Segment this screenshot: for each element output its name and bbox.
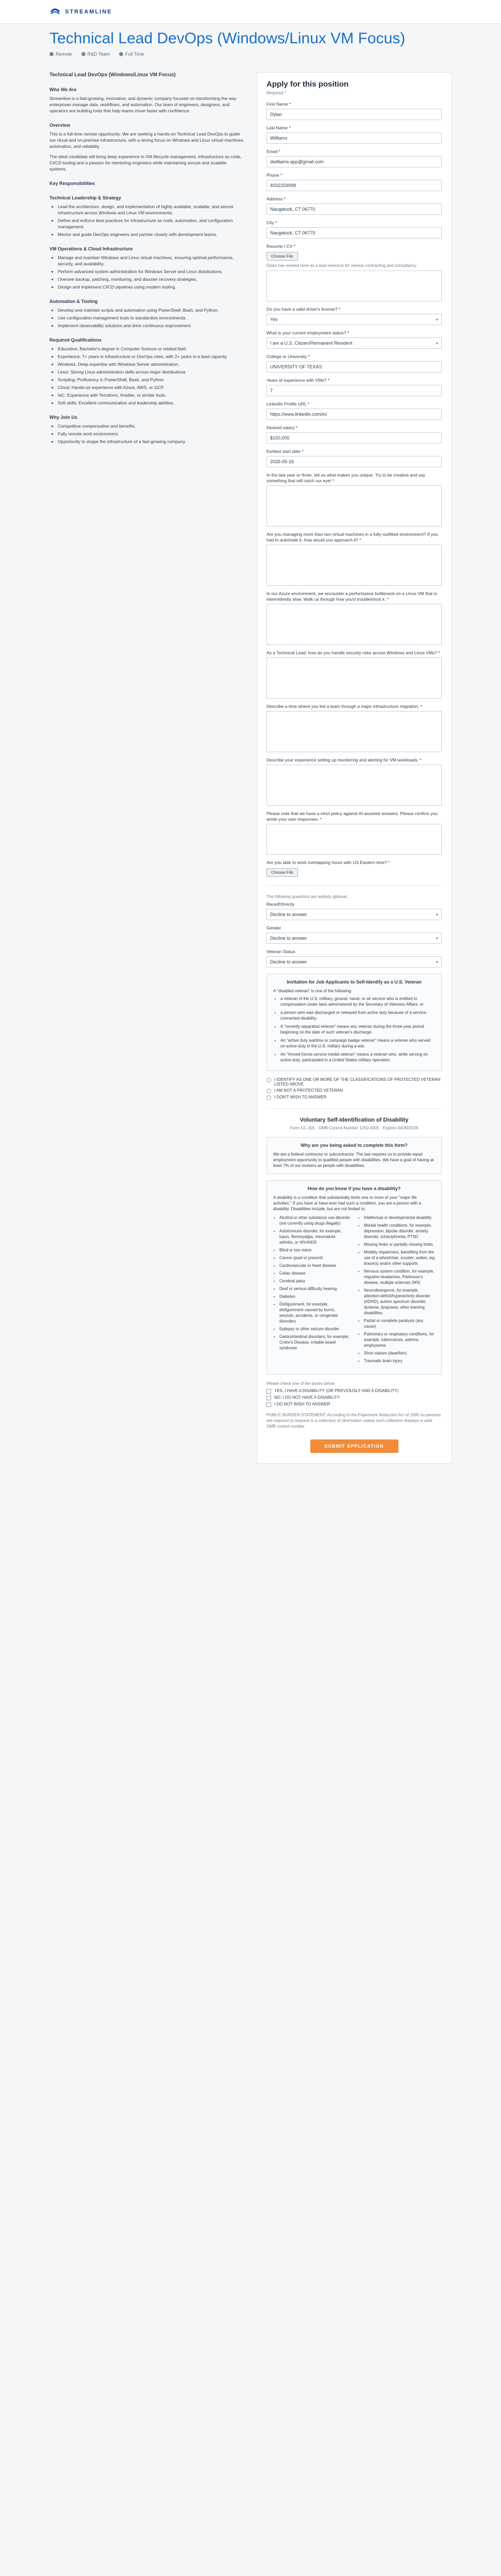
question-2 [266, 532, 442, 586]
question-4-textarea[interactable] [266, 657, 442, 699]
logo-text: STREAMLINE [65, 8, 112, 15]
disability-options [266, 1388, 442, 1407]
employment-field [266, 330, 442, 349]
list-item: • IaC: Experience with Terraform, Ansible, or similar tools. [58, 392, 244, 398]
overview-heading: Overview [49, 123, 71, 128]
employment-select[interactable] [266, 337, 442, 349]
list-item: • Soft skills: Excellent communication and leadership abilities. [58, 400, 244, 406]
question-5-label: Describe a time where you led a team through a major infrastructure migration. * [266, 704, 422, 709]
veteran-select[interactable] [266, 956, 442, 968]
question-4 [266, 650, 442, 699]
start-date-field [266, 449, 442, 467]
gender-field [266, 925, 442, 944]
linkedin-field [266, 401, 442, 420]
experience-label: Years of experience with VMs? * [266, 378, 330, 383]
veteran-option[interactable] [266, 1088, 442, 1093]
first-name-field [266, 101, 442, 120]
title-band [0, 24, 501, 62]
job-location-text: Remote [56, 52, 72, 57]
why-heading: Why Join Us [49, 415, 78, 420]
chevron-down-icon: ▾ [436, 317, 438, 322]
list-item: • Cerebral palsy [279, 1278, 350, 1284]
list-item: • Design and implement CI/CD pipelines using modern tooling. [58, 284, 244, 290]
phone-input[interactable] [266, 180, 442, 191]
logo[interactable] [49, 6, 112, 18]
streamline-logo-icon [49, 6, 61, 18]
question-7-textarea[interactable] [266, 824, 442, 855]
submit-application-button[interactable]: SUBMIT APPLICATION [310, 1439, 398, 1453]
start-date-label: Earliest start date * [266, 449, 304, 454]
list-item: • Blind or low vision [279, 1247, 350, 1253]
disability-list-col-2 [358, 1215, 435, 1366]
resume-textarea[interactable] [266, 270, 442, 301]
requirements-heading: Required Qualifications [49, 337, 102, 343]
disability-list [273, 1215, 435, 1366]
list-item: • Mobility impairment, benefiting from the use of a wheelchair, scooter, walker, leg brace(s) and/or other supports [364, 1249, 435, 1266]
list-item: • a veteran of the U.S. military, ground, naval, or air service who is entitled to compensation under laws administered by the Secretary of Veterans Affairs; or [280, 996, 435, 1007]
vm-heading: VM Operations & Cloud Infrastructure [49, 246, 133, 251]
salary-label: Desired salary * [266, 425, 297, 430]
lead-heading: Technical Leadership & Strategy [49, 195, 121, 200]
license-select[interactable] [266, 314, 442, 325]
disability-list-col-1 [273, 1215, 350, 1366]
list-item: • Gastrointestinal disorders, for example, Crohn's Disease, irritable bowel syndrome [279, 1334, 350, 1351]
list-item: • Diabetes [279, 1294, 350, 1299]
why-box-title: Why are you being asked to complete this form? [300, 1143, 408, 1148]
question-3-textarea[interactable] [266, 604, 442, 645]
question-5 [266, 704, 442, 752]
college-input[interactable] [266, 361, 442, 372]
veteran-label: Veteran Status [266, 949, 295, 954]
checkbox[interactable] [266, 1402, 271, 1407]
list-item: • Partial or complete paralysis (any cause) [364, 1318, 435, 1329]
disability-option[interactable] [266, 1388, 442, 1394]
list-item: • Deaf or serious difficulty hearing [279, 1286, 350, 1292]
salary-input[interactable] [266, 432, 442, 444]
list-item: • Cancer (past or present) [279, 1255, 350, 1261]
list-item: • Missing limbs or partially missing limbs [364, 1242, 435, 1247]
disability-option-label: YES, I HAVE A DISABILITY (OR PREVIOUSLY HAD A DISABILITY) [274, 1388, 399, 1393]
automation-heading: Automation & Tooling [49, 299, 98, 304]
address-input[interactable] [266, 204, 442, 215]
list-item: • Intellectual or developmental disability [364, 1215, 435, 1221]
how-box-text: A disability is a condition that substantially limits one or more of your "major life activities." If you have or have ever had such a condition, you are a person with a disability. Disabilities include, but are not limited to: [273, 1195, 422, 1211]
email-field [266, 149, 442, 167]
checkbox[interactable] [266, 1396, 271, 1400]
disability-option-label: I DO NOT WISH TO ANSWER [274, 1402, 330, 1406]
radio-button[interactable] [266, 1089, 271, 1093]
question-1 [266, 472, 442, 527]
vm-list [49, 255, 244, 290]
job-department [81, 52, 110, 57]
chevron-down-icon: ▾ [436, 341, 438, 346]
question-1-label: In the last year or three, tell us what makes you unique. Try to be creative and say something that will catch our eye! * [266, 472, 426, 483]
list-item: • Neurodivergence, for example, attention-deficit/hyperactivity disorder (ADHD), autism spectrum disorder, dyslexia, dyspraxia, other learning disabilities [364, 1287, 435, 1316]
city-label: City * [266, 220, 277, 225]
veteran-self-id-title: Invitation for Job Applicants to Self-Identify as a U.S. Veteran [287, 979, 422, 985]
veteran-self-id-box [266, 974, 442, 1071]
application-form [257, 72, 452, 1464]
submit-wrap [266, 1439, 442, 1453]
question-2-label: Are you managing more than two virtual machines in a fully-outfitted environment? If you had to automate it, how would you approach it? * [266, 532, 438, 543]
requirements-list [49, 346, 244, 406]
header [0, 0, 501, 24]
why-list [49, 423, 244, 445]
list-item: • Education: Bachelor's degree in Computer Science or related field. [58, 346, 244, 352]
veteran-field [266, 949, 442, 968]
list-item: • Manage and maintain Windows and Linux virtual machines, ensuring optimal performance, security, and availability. [58, 255, 244, 267]
question-2-textarea[interactable] [266, 545, 442, 586]
phone-label: Phone * [266, 173, 282, 178]
veteran-option[interactable] [266, 1095, 442, 1100]
veteran-option[interactable] [266, 1077, 442, 1087]
chevron-down-icon: ▾ [436, 959, 438, 964]
first-name-input[interactable] [266, 109, 442, 120]
list-item: • Develop and maintain scripts and automation using PowerShell, Bash, and Python. [58, 307, 244, 313]
resume-field [266, 244, 442, 301]
divider [266, 1108, 442, 1109]
how-box-title: How do you know if you have a disability? [307, 1186, 401, 1191]
start-date-input[interactable] [266, 456, 442, 467]
question-3-label: In our Azure environment, we encounter a performance bottleneck on a Linux VM that is intermittently slow. Walk us through how you'd troubleshoot it. * [266, 591, 437, 602]
salary-field [266, 425, 442, 444]
question-7-label: Please note that we have a strict policy against AI-assisted answers. Please confirm you wrote your own responses. * [266, 811, 438, 822]
college-field [266, 354, 442, 372]
list-item: • Cardiovascular or heart disease [279, 1263, 350, 1268]
race-select[interactable] [266, 909, 442, 920]
job-department-text: R&D Team [87, 52, 110, 57]
list-item: • Implement observability solutions and drive continuous improvement. [58, 323, 244, 329]
how-box [266, 1180, 442, 1375]
experience-input[interactable] [266, 385, 442, 396]
question-8-upload-button[interactable]: Choose File [266, 868, 298, 877]
question-8-label: Are you able to work overlapping hours with US Eastern time? * [266, 860, 390, 865]
resume-note: Dylan has worked here as a lead resource for various contracting and consultancy [266, 263, 416, 268]
gender-label: Gender [266, 925, 281, 930]
who-we-are-text: Streamline is a fast-growing, innovative, and dynamic company focused on transforming the way enterprises manage data, workflows, and automation. Our team of engineers, designers, and operators are building tools that help teams move faster with confidence. [49, 96, 237, 113]
key-heading: Key Responsibilities [49, 181, 95, 186]
list-item: • Use configuration management tools to standardize environments. [58, 315, 244, 321]
burden-statement: PUBLIC BURDEN STATEMENT: According to the Paperwork Reduction Act of 1995 no persons are required to respond to a collection of information unless such collection displays a valid OMB control number. [266, 1413, 441, 1429]
list-item: • Traumatic brain injury [364, 1358, 435, 1364]
question-4-label: As a Technical Lead, how do you handle security risks across Windows and Linux VMs? * [266, 650, 440, 655]
chevron-down-icon: ▾ [436, 912, 438, 917]
job-type [119, 52, 144, 57]
veteran-options [266, 1077, 442, 1100]
veteran-value: Decline to answer [270, 959, 307, 964]
list-item: • Perform advanced system administration for Windows Server and Linux distributions. [58, 268, 244, 275]
list-item: • Fully remote work environment. [58, 431, 244, 437]
first-name-label: First Name * [266, 101, 291, 107]
list-item: • Windows: Deep expertise with Windows Server administration. [58, 361, 244, 367]
lead-list [49, 204, 244, 238]
location-icon [49, 52, 54, 56]
address-label: Address * [266, 196, 286, 201]
optional-note: The following questions are entirely optional. [266, 894, 348, 899]
employment-value: I am a U.S. Citizen/Permanent Resident [270, 341, 353, 346]
question-6-textarea[interactable] [266, 765, 442, 806]
city-input[interactable] [266, 227, 442, 239]
veteran-definitions [273, 996, 435, 1063]
resume-upload-button[interactable]: Choose File [266, 252, 298, 261]
disability-question: Please check one of the boxes below: [266, 1381, 336, 1386]
license-label: Do you have a valid driver's license? * [266, 307, 341, 312]
list-item: • Nervous system condition, for example, migraine headaches, Parkinson's disease, multiple sclerosis (MS) [364, 1268, 435, 1285]
list-item: • An "active duty wartime or campaign badge veteran" means a veteran who served on active duty in the U.S. military during a war. [280, 1038, 435, 1049]
list-item: • An "Armed forces service medal veteran" means a veteran who, while serving on active duty, participated in a United States military operation. [280, 1052, 435, 1063]
question-5-textarea[interactable] [266, 711, 442, 752]
department-icon [81, 52, 86, 56]
last-name-input[interactable] [266, 132, 442, 144]
checkbox[interactable] [266, 1389, 271, 1394]
race-value: Decline to answer [270, 912, 307, 917]
content [0, 62, 501, 1464]
veteran-option-label: I IDENTIFY AS ONE OR MORE OF THE CLASSIFICATIONS OF PROTECTED VETERAN LISTED ABOVE [274, 1077, 441, 1087]
list-item: • Cloud: Hands-on experience with Azure, AWS, or GCP. [58, 384, 244, 391]
job-description [49, 72, 244, 1464]
question-6-label: Describe your experience setting up monitoring and alerting for VM workloads. * [266, 757, 422, 762]
address-field [266, 196, 442, 215]
overview-text: This is a full-time remote opportunity. We are seeking a hands-on Technical Lead DevOps to guide our cloud and on-premise infrastructure, with a strong focus on Windows and Linux virtual machines, automation, and reliability. [49, 131, 244, 149]
disability-form-note: Form CC-305 · OMB Control Number 1250-0005 · Expires 04/30/2026 [290, 1126, 419, 1130]
question-1-textarea[interactable] [266, 485, 442, 527]
automation-list [49, 307, 244, 329]
license-field [266, 307, 442, 325]
list-item: • Short stature (dwarfism) [364, 1350, 435, 1356]
linkedin-label: LinkedIn Profile URL * [266, 401, 310, 406]
college-label: College or University * [266, 354, 310, 359]
experience-field [266, 378, 442, 396]
overview-text-2: The ideal candidate will bring deep experience in VM lifecycle management, infrastructure as code, CI/CD tooling and a passion for mentoring engineers while maintaining secure and scalable systems. [49, 154, 242, 172]
employment-label: What is your current employment status? * [266, 330, 349, 335]
license-value: Yes [270, 317, 278, 322]
disability-option[interactable] [266, 1402, 442, 1407]
list-item: • A "recently separated veteran" means any veteran during the three-year period beginning on the date of such veteran's discharge. [280, 1024, 435, 1035]
form-title: Apply for this position [266, 80, 349, 89]
list-item: • Linux: Strong Linux administration skills across major distributions. [58, 369, 244, 375]
why-box [266, 1137, 442, 1174]
job-meta [49, 52, 452, 57]
list-item: • Experience: 7+ years in infrastructure or DevOps roles, with 2+ years in a lead capacity. [58, 353, 244, 360]
question-3 [266, 591, 442, 645]
list-item: • Autoimmune disorder, for example, lupus, fibromyalgia, rheumatoid arthritis, or HIV/AIDS [279, 1228, 350, 1245]
list-item: • Opportunity to shape the infrastructure of a fast-growing company. [58, 438, 244, 445]
gender-value: Decline to answer [270, 936, 307, 941]
question-8 [266, 860, 442, 877]
list-item: • Disfigurement, for example, disfigurement caused by burns, wounds, accidents, or congenital disorders [279, 1301, 350, 1324]
disability-option-label: NO, I DO NOT HAVE A DISABILITY [274, 1395, 340, 1400]
last-name-label: Last Name * [266, 125, 291, 130]
list-item: • Mentor and guide DevOps engineers and partner closely with development teams. [58, 231, 244, 238]
city-field [266, 220, 442, 239]
job-location [49, 52, 72, 57]
phone-field [266, 173, 442, 191]
list-item: • Oversee backup, patching, monitoring, and disaster recovery strategies. [58, 276, 244, 282]
veteran-option-label: I AM NOT A PROTECTED VETERAN [274, 1088, 343, 1093]
race-label: Race/Ethnicity [266, 902, 295, 907]
who-we-are-heading: Who We Are [49, 87, 77, 92]
job-type-text: Full Time [125, 52, 144, 57]
question-7 [266, 811, 442, 855]
list-item: • a person who was discharged or released from active duty because of a service-connected disability. [280, 1010, 435, 1021]
disability-title: Voluntary Self-Identification of Disability [299, 1117, 409, 1123]
list-item: • Define and enforce best practices for infrastructure as code, automation, and configuration management. [58, 217, 244, 230]
list-item: • Epilepsy or other seizure disorder [279, 1326, 350, 1332]
radio-button[interactable] [266, 1095, 271, 1100]
veteran-option-label: I DON'T WISH TO ANSWER [274, 1095, 327, 1099]
last-name-field [266, 125, 442, 144]
list-item: • Competitive compensation and benefits. [58, 423, 244, 429]
chevron-down-icon: ▾ [436, 936, 438, 941]
resume-label: Resume / CV * [266, 244, 296, 249]
description-heading: Technical Lead DevOps (Windows/Linux VM Focus) [49, 72, 176, 78]
list-item: • Scripting: Proficiency in PowerShell, Bash, and Python. [58, 377, 244, 383]
race-field [266, 902, 442, 920]
question-6 [266, 757, 442, 806]
list-item: • Celiac disease [279, 1270, 350, 1276]
email-input[interactable] [266, 156, 442, 167]
list-item: • Lead the architecture, design, and implementation of highly available, scalable, and secure infrastructure across Windows and Linux VM environments. [58, 204, 244, 216]
email-label: Email * [266, 149, 280, 154]
radio-button[interactable] [266, 1078, 271, 1082]
required-note: Required * [266, 91, 286, 95]
gender-select[interactable] [266, 933, 442, 944]
list-item: • Pulmonary or respiratory conditions, for example, tuberculosis, asthma, emphysema [364, 1331, 435, 1348]
linkedin-input[interactable] [266, 409, 442, 420]
clock-icon [119, 52, 123, 56]
veteran-intro: A "disabled veteran" is one of the following: [273, 989, 352, 993]
why-box-text: We are a federal contractor or subcontractor. The law requires us to provide equal employment opportunity to qualified people with disabilities. We have a goal of having at least 7% of our workers as people with disabilities. [273, 1152, 434, 1168]
job-title: Technical Lead DevOps (Windows/Linux VM Focus) [49, 30, 406, 47]
disability-option[interactable] [266, 1395, 442, 1400]
divider [266, 885, 442, 886]
list-item: • Alcohol or other substance use disorder (not currently using drugs illegally) [279, 1215, 350, 1226]
application-column [257, 72, 452, 1464]
list-item: • Mental health conditions, for example, depression, bipolar disorder, anxiety disorder, schizophrenia, PTSD [364, 1223, 435, 1240]
